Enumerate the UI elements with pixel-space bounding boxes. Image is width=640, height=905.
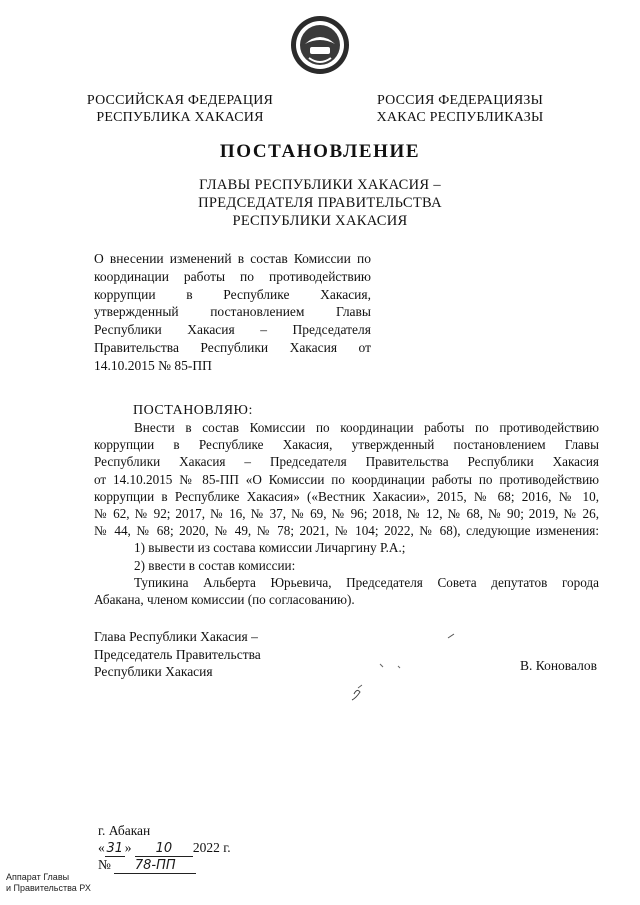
- body-line: № 44, № 68; 2020, № 49, № 78; 2021, № 104; 2022, № 68), следующие изменения:: [94, 523, 599, 539]
- signatory-name: В. Коновалов: [520, 658, 597, 673]
- date-quote-close: »: [124, 840, 132, 855]
- issue-date: [98, 840, 231, 857]
- signature-position-line: Глава Республики Хакасия –: [94, 629, 258, 644]
- body-line: 1) вывести из состава комиссии Личаргину Р.А.;: [134, 540, 406, 556]
- body-line: Абакана, членом комиссии (по согласованию).: [94, 591, 355, 607]
- header-right-line-1: РОССИЯ ФЕДЕРАЦИЯЗЫ: [376, 93, 544, 108]
- stamp-line: и Правительства РХ: [6, 883, 91, 893]
- subtitle-line-2: ПРЕДСЕДАТЕЛЯ ПРАВИТЕЛЬСТВА: [198, 195, 442, 211]
- office-stamp: [6, 872, 91, 894]
- body-line: коррупции в Республике Хакасия, утвержденный постановлением Главы: [94, 437, 599, 453]
- subject-line: 14.10.2015 № 85-ПП: [94, 357, 212, 373]
- subject-line: О внесении изменений в состав Комиссии по: [94, 251, 371, 266]
- header-left-line-1: РОССИЙСКАЯ ФЕДЕРАЦИЯ: [86, 93, 274, 108]
- document-body: [94, 419, 599, 608]
- body-line: коррупции в Республике Хакасия» («Вестник Хакасии», 2015, № 68; 2016, № 10,: [94, 488, 599, 504]
- date-year: 2022 г.: [192, 840, 231, 855]
- header-left-line-2: РЕСПУБЛИКА ХАКАСИЯ: [96, 110, 264, 125]
- subject-line: утвержденный постановлением Главы: [94, 304, 371, 320]
- date-quote-open: «: [98, 840, 105, 855]
- document-title: ПОСТАНОВЛЕНИЕ: [219, 141, 421, 162]
- document-subject: [94, 250, 371, 375]
- number-value: 78-ПП: [114, 858, 196, 874]
- signature-marks: [340, 630, 470, 720]
- subtitle-line-1: ГЛАВЫ РЕСПУБЛИКИ ХАКАСИЯ –: [199, 177, 441, 193]
- subject-line: Республики Хакасия – Председателя: [94, 322, 371, 338]
- date-month: 10: [135, 841, 193, 857]
- stamp-line: Аппарат Главы: [6, 872, 70, 882]
- subject-line: Правительства Республики Хакасия от: [94, 339, 371, 355]
- body-line: № 62, № 92; 2017, № 16, № 37, № 69, № 96; 2018, № 12, № 68, № 90; 2019, № 26,: [94, 505, 599, 521]
- place-of-issue: г. Абакан: [98, 823, 151, 838]
- resolve-heading: ПОСТАНОВЛЯЮ:: [133, 403, 253, 418]
- body-line: Тупикина Альберта Юрьевича, Председателя Совета депутатов города: [134, 574, 599, 590]
- header-right: [360, 92, 560, 126]
- signature-position-line: Председатель Правительства: [94, 646, 261, 662]
- subject-line: координации работы по противодействию: [94, 268, 371, 284]
- document-number: [98, 857, 196, 874]
- signature-position-line: Республики Хакасия: [94, 664, 213, 679]
- coat-of-arms-emblem: [289, 14, 351, 76]
- subject-line: коррупции в Республике Хакасия,: [94, 286, 371, 302]
- number-prefix: №: [98, 857, 111, 872]
- body-line: 2) ввести в состав комиссии:: [134, 557, 296, 573]
- signature-position: [94, 628, 261, 681]
- date-day: 31: [106, 841, 124, 856]
- body-line: от 14.10.2015 № 85-ПП «О Комиссии по координации работы по противодействию: [94, 471, 599, 487]
- header-left: [80, 92, 280, 126]
- body-line: Внести в состав Комиссии по координации работы по противодействию: [134, 420, 599, 435]
- header-right-line-2: ХАКАС РЕСПУБЛИКАЗЫ: [376, 110, 544, 125]
- document-subtitle: [0, 176, 640, 230]
- body-line: Республики Хакасия – Председателя Правительства Республики Хакасия: [94, 454, 599, 470]
- subtitle-line-3: РЕСПУБЛИКИ ХАКАСИЯ: [232, 213, 408, 229]
